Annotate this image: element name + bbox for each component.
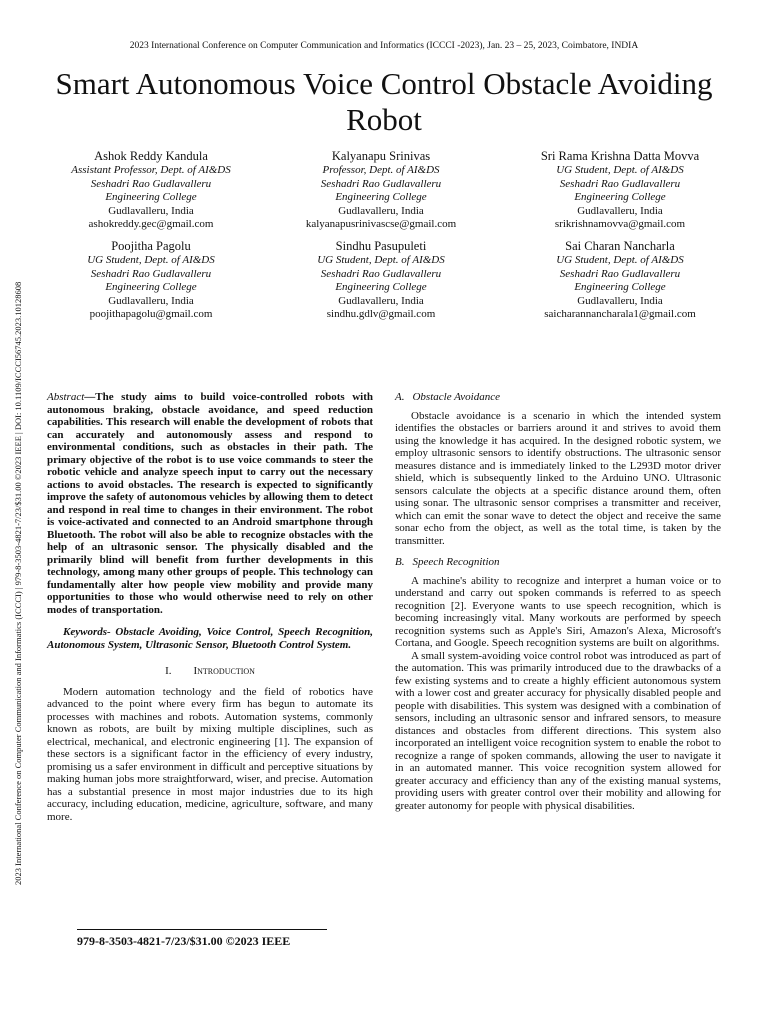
author-institution: Seshadri Rao Gudlavalleru	[320, 267, 442, 280]
author-place: Gudlavalleru, India	[108, 204, 194, 217]
author-role: UG Student, Dept. of AI&DS	[556, 253, 684, 266]
author-email: poojithapagolu@gmail.com	[89, 308, 213, 321]
author-place: Gudlavalleru, India	[577, 294, 663, 307]
author-6	[500, 239, 740, 322]
author-institution-2: Engineering College	[574, 281, 666, 294]
author-institution-2: Engineering College	[105, 191, 197, 204]
author-name: Sai Charan Nancharla	[565, 238, 675, 253]
author-institution: Seshadri Rao Gudlavalleru	[90, 177, 212, 190]
author-place: Gudlavalleru, India	[338, 204, 424, 217]
obstacle-avoidance-paragraph: Obstacle avoidance is a scenario in which the intended system identifies the obstacles or barriers around it and strives to avoid them using the knowledge it has acquired. In the designed robotic system, we employ ultrasonic sensors to identify obstructions. The ultrasonic sensor measures distance and is immediately linked to the L293D motor driver shield, which is subsequently linked to the Arduino UNO. Ultrasonic sensors calculate the objects at a specific distance around them, often using sonar. The ultrasonic sensor comprises a transmitter and receiver, which can emit the sonar wave to detect the object and receive the same sonar echo from the object, as well as the total time, is taken by the transmitter.	[395, 409, 721, 547]
author-name: Sindhu Pasupuleti	[335, 238, 427, 253]
author-1	[40, 149, 262, 232]
author-institution: Seshadri Rao Gudlavalleru	[320, 177, 442, 190]
paper-title: Smart Autonomous Voice Control Obstacle Avoiding Robot	[55, 66, 713, 137]
doi-sidebar: 2023 International Conference on Computer Communication and Informatics (ICCCI) | 979-8-3503-4821-7/23/$31.00 ©2023 IEEE | DOI: 10.1109/ICCCI56745.2023.10128608	[13, 281, 23, 885]
author-role: UG Student, Dept. of AI&DS	[556, 164, 684, 176]
author-email: ashokreddy.gec@gmail.com	[88, 218, 214, 231]
author-email: saicharannancharala1@gmail.com	[544, 308, 696, 321]
conference-header: 2023 International Conference on Computer Communication and Informatics (ICCCI -2023), Jan. 23 – 25, 2023, Coimbatore, INDIA	[129, 41, 639, 51]
author-institution: Seshadri Rao Gudlavalleru	[90, 267, 212, 280]
abstract-text: —The study aims to build voice-controlled robots with autonomous braking, obstacle avoidance, and speed reduction capabilities. This research will enable the development of robots that can accurately and autonomously assess and respond to environmental conditions, such as obstacles in their path. The primary objective of the robot is to use voice commands to steer the robotic vehicle and analyze speech input to carry out the necessary actions to avoid obstacles. The research is expected to significantly improve the safety of autonomous vehicles by allowing them to detect and respond in real time to changes in their environment. The robot is voice-activated and connected to an Android smartphone through Bluetooth. The robot will also be able to recognize obstacles with the help of an ultrasonic sensor. The physically disabled and the primarily blind will benefit from further developments in this technology, among many other groups of people. This technology can fundamentally alter how people view mobility and provide many opportunities to those who would otherwise need to rely on other modes of transportation.	[47, 391, 373, 616]
author-place: Gudlavalleru, India	[338, 294, 424, 307]
author-email: sindhu.gdlv@gmail.com	[326, 308, 436, 321]
subsection-letter: B.	[395, 556, 405, 568]
section-number: I.	[165, 665, 172, 677]
author-3	[500, 149, 740, 232]
author-name: Ashok Reddy Kandula	[94, 149, 208, 163]
author-place: Gudlavalleru, India	[108, 294, 194, 307]
left-column	[47, 391, 373, 823]
subsection-heading-obstacle-avoidance	[395, 391, 721, 404]
author-4	[40, 239, 262, 322]
author-role: UG Student, Dept. of AI&DS	[317, 253, 445, 266]
author-2	[262, 149, 500, 232]
speech-recognition-paragraph-2: A small system-avoiding voice control robot was introduced as part of the automation. This was primarily introduced due to the drawbacks of a few existing systems and to create a highly efficient autonomous system with a lower cost and greater accuracy for physically disabled people and people with disabilities. This system was designed with a combination of sensors, including an ultrasonic sensor and infrared sensors, to measure distances and obstacles from different directions. This system also incorporated an intelligent voice recognition system to enable the robot to recognize a range of spoken commands, allowing the user to navigate it in an automated manner. This voice recognition system allowed for greater accuracy and efficiency than any of the existing manual systems, providing users with greater control over their mobility and allowing for greater autonomy for people with physical disabilities.	[395, 649, 721, 812]
author-email: kalyanapusrinivascse@gmail.com	[305, 218, 457, 231]
author-name: Kalyanapu Srinivas	[331, 149, 431, 163]
author-name: Sri Rama Krishna Datta Movva	[540, 149, 700, 163]
subsection-title: Obstacle Avoidance	[412, 391, 500, 403]
keywords: Keywords- Obstacle Avoiding, Voice Control, Speech Recognition, Autonomous System, Ultrasonic Sensor, Bluetooth Control System.	[47, 626, 373, 651]
author-role: UG Student, Dept. of AI&DS	[87, 253, 215, 266]
author-role: Assistant Professor, Dept. of AI&DS	[71, 164, 231, 176]
author-institution-2: Engineering College	[105, 281, 197, 294]
author-institution-2: Engineering College	[335, 191, 427, 204]
abstract-label: Abstract	[47, 391, 85, 403]
subsection-title: Speech Recognition	[412, 556, 500, 568]
section-title: Introduction	[193, 665, 255, 677]
section-heading-introduction	[47, 665, 373, 678]
speech-recognition-paragraph-1: A machine's ability to recognize and interpret a human voice or to understand and carry out spoken commands is referred to as speech recognition [2]. Everyone wants to use speech recognition, which is becoming increasingly vital. Many workouts are performed by speech recognition systems such as Apple's Siri, Amazon's Alexa, Microsoft's Cortana, and Google. Speech recognition systems are built on algorithms.	[395, 574, 721, 649]
copyright-notice: 979-8-3503-4821-7/23/$31.00 ©2023 IEEE	[77, 929, 327, 949]
abstract-paragraph	[47, 391, 373, 616]
author-role: Professor, Dept. of AI&DS	[322, 164, 440, 176]
author-institution: Seshadri Rao Gudlavalleru	[559, 177, 681, 190]
right-column	[395, 391, 721, 812]
subsection-letter: A.	[395, 391, 405, 403]
author-place: Gudlavalleru, India	[577, 204, 663, 217]
subsection-heading-speech-recognition	[395, 556, 721, 569]
author-email: srikrishnamovva@gmail.com	[554, 218, 686, 231]
introduction-paragraph: Modern automation technology and the field of robotics have advanced to the point where every firm has begun to automate its processes with machines and robots. Automation systems, commonly known as robots, are built by mixing multiple disciplines, such as electrical, mechanical, and electronic engineering [1]. The expansion of these sectors is a significant factor in the efficiency of every industry, promising us a safer environment in difficult and perceptive situations by making human jobs more straightforward, wiser, and precise. Automation has a substantial presence in most major industries due to its high accuracy, including education, medicine, agriculture, software, and many more.	[47, 685, 373, 823]
author-institution-2: Engineering College	[335, 281, 427, 294]
author-name: Poojitha Pagolu	[111, 238, 191, 253]
author-block	[40, 149, 740, 322]
author-5	[262, 239, 500, 322]
author-institution: Seshadri Rao Gudlavalleru	[559, 267, 681, 280]
author-institution-2: Engineering College	[574, 191, 666, 204]
